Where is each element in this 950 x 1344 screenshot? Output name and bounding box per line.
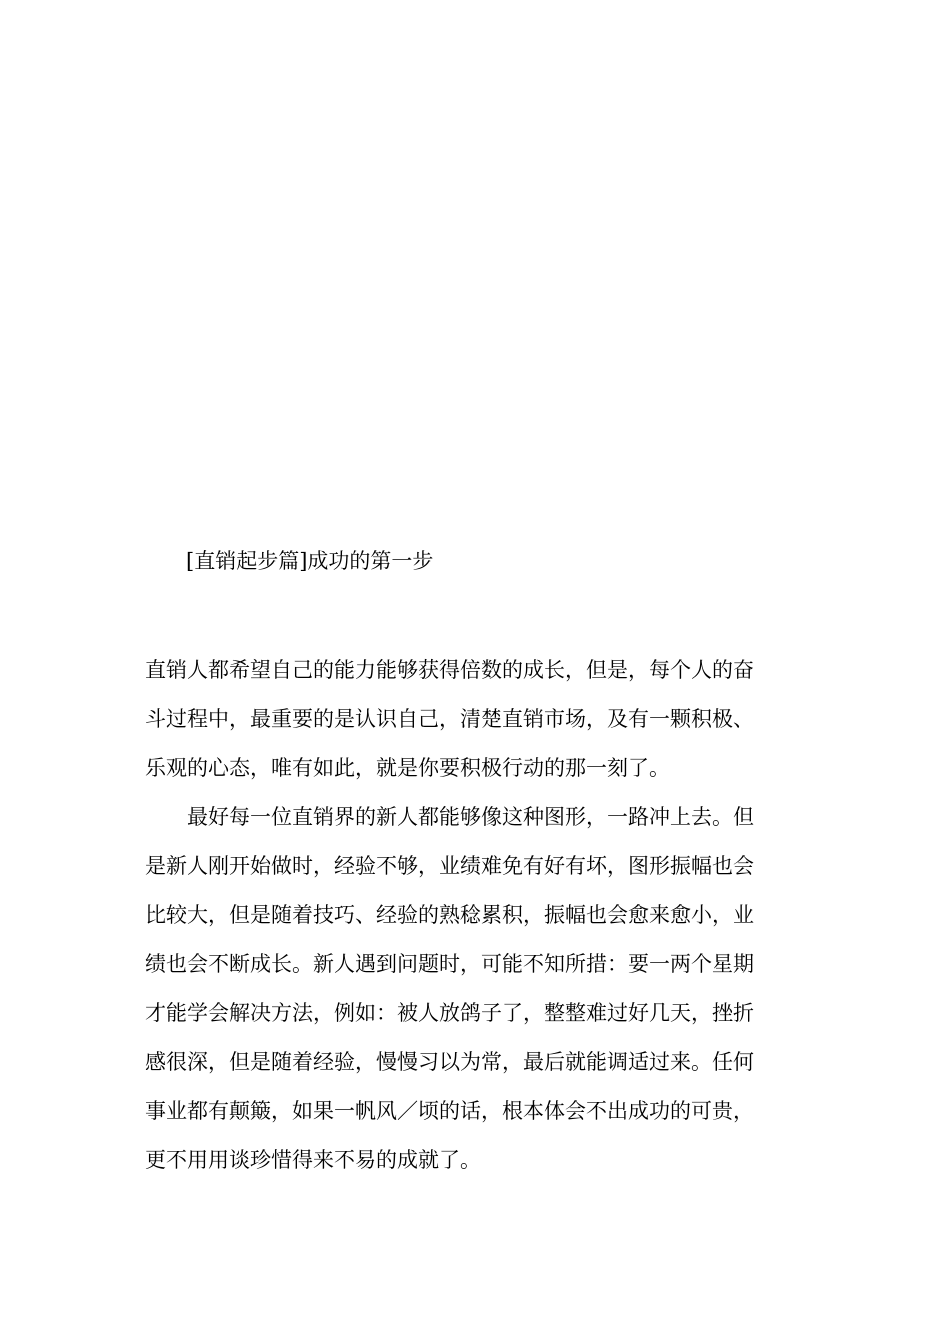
paragraph-line: 绩也会不断成长。新人遇到问题时，可能不知所措：要一两个星期 [145,952,754,976]
paragraph-line: 才能学会解决方法，例如：被人放鸽子了，整整难过好几天，挫折 [145,1001,754,1025]
paragraph-line: 直销人都希望自己的能力能够获得倍数的成长，但是，每个人的奋 [145,658,754,682]
paragraph-line: 是新人刚开始做时，经验不够，业绩难免有好有坏，图形振幅也会 [145,854,754,878]
paragraph-line: 比较大，但是随着技巧、经验的熟稔累积，振幅也会愈来愈小，业 [145,903,754,927]
paragraph-line: 更不用用谈珍惜得来不易的成就了。 [145,1148,481,1172]
paragraph-line: 感很深，但是随着经验，慢慢习以为常，最后就能调适过来。任何 [145,1050,754,1074]
paragraph-2 [145,793,805,1185]
paragraph-line: 事业都有颠簸，如果一帆风／顷的话，根本体会不出成功的可贵， [145,1099,754,1123]
document-body [145,646,805,1185]
document-title: [直销起步篇]成功的第一步 [186,549,434,573]
paragraph-1 [145,646,805,793]
paragraph-line: 最好每一位直销界的新人都能够像这种图形，一路冲上去。但 [187,805,754,829]
paragraph-line: 斗过程中，最重要的是认识自己，清楚直销市场，及有一颗积极、 [145,707,754,731]
paragraph-line: 乐观的心态，唯有如此，就是你要积极行动的那一刻了。 [145,756,670,780]
